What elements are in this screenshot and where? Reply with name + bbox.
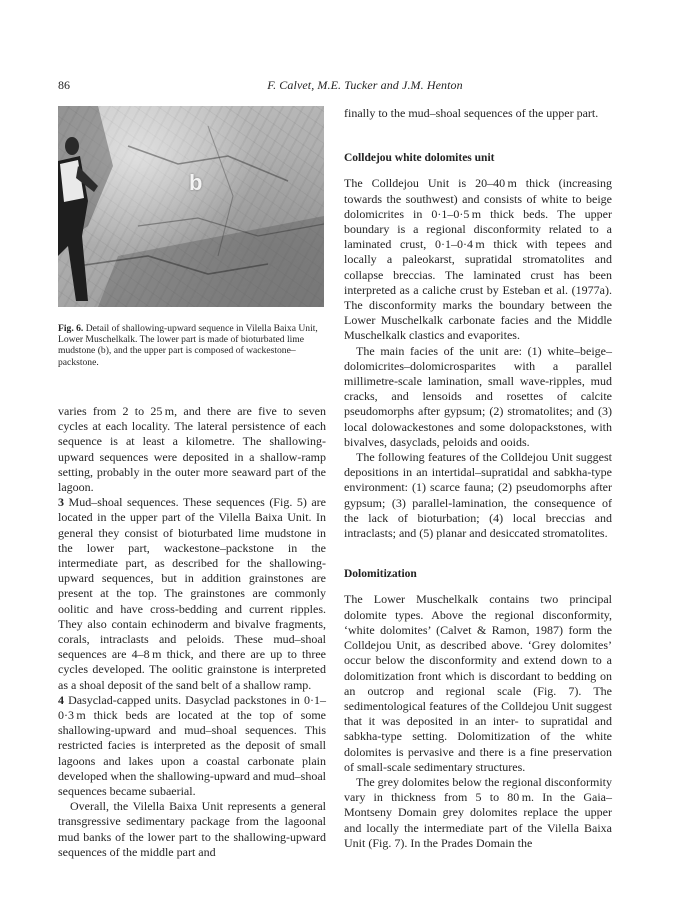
figure-caption-label: Fig. 6. — [58, 323, 84, 334]
bedding-crack — [128, 146, 288, 181]
paragraph: The main facies of the unit are: (1) white–beige–dolomicrites–dolomicrosparites with a parallel millimetre-scale lamination, small wave-ripples, mud cracks, and lensoids and rosettes of calcite pseudomorphs after gypsum; (2) stromatolites; and (3) local dolowackestones and some dolopackstones, with bivalves, dasyclads, peloids and ooids. — [344, 343, 612, 449]
numbered-paragraph — [58, 495, 326, 693]
figure-caption-text: Detail of shallowing-upward sequence in Vilella Baixa Unit, Lower Muschelkalk. The lower part is made of bioturbated lime mudstone (b), and the upper part is composed of wackestone–packstone. — [58, 323, 318, 368]
paragraph: finally to the mud–shoal sequences of the upper part. — [344, 106, 599, 120]
paragraph: varies from 2 to 25 m, and there are five to seven cycles at each locality. The lateral persistence of each sequence is at least a kilometre. The shallowing-upward sequences were deposited in a shallow-ramp setting, probably in the outer more seaward part of the lagoon. — [58, 404, 326, 495]
paragraph: The grey dolomites below the regional disconformity vary in thickness from 5 to 80 m. In the Gaia–Montseny Domain grey dolomites replace the upper and locally the intermediate part of the Vilella Baixa Unit (Fig. 7). In the Prades Domain the — [344, 774, 612, 850]
figure-label: b — [189, 170, 203, 195]
left-column — [58, 404, 326, 860]
section-heading: Colldejou white dolomites unit — [344, 152, 495, 165]
outcrop-photo-illustration — [58, 106, 324, 307]
section-heading: Dolomitization — [344, 568, 417, 581]
paragraph-text: Dasyclad-capped units. Dasyclad packstones in 0·1–0·3 m thick beds are located at the top of some shallowing-upward and mud–shoal sequences. This restricted facies is interpreted as the deposit of small lagoons and lakes upon a coastal carbonate plain developed when the shallowing-upward and mud–shoal sequences became subaerial. — [58, 692, 326, 799]
paragraph: The following features of the Colldejou Unit suggest depositions in an intertidal–supratidal and sabkha-type environment: (1) scarce fauna; (2) pseudomorphs after gypsum; (3) parallel-lamination, the consequence of the lack of bioturbation; (4) local breccias and intraclasts; and (5) planar and desiccated stromatolites. — [344, 450, 612, 541]
paragraph: Overall, the Vilella Baixa Unit represents a general transgressive sedimentary package from the lagoonal mud banks of the lower part to the shallowing-upward sequences of the middle part and — [58, 799, 326, 859]
figure-photo — [58, 106, 324, 307]
numbered-paragraph — [58, 693, 326, 799]
running-head: F. Calvet, M.E. Tucker and J.M. Henton — [267, 78, 463, 92]
page-number: 86 — [58, 78, 70, 92]
paragraph-text: Mud–shoal sequences. These sequences (Fig. 5) are located in the upper part of the Vilella Baixa Unit. In general they consist of bioturbated lime mudstone in the lower part, wackestone–packstone in the intermediate part, as described for the shallowing-upward sequences, but in addition grainstones are present at the top. The grainstones are commonly oolitic and have cross-bedding and current ripples. They also contain echinoderm and bivalve fragments, corals, intraclasts and peloids. These mud–shoal sequences are 4–8 m thick, and there are up to three cycles developed. The oolitic grainstone is interpreted as a shoal deposit of the sand belt of a shallow ramp. — [58, 495, 326, 692]
paragraph: The Lower Muschelkalk contains two principal dolomite types. Above the regional disconformity, ‘white dolomites’ (Calvet & Ramon, 1987) form the Colldejou Unit, as described above. ‘Grey dolomites’ occur below the disconformity and extend down to a dolomitization front which is discordant to bedding on an outcrop and regional scale (Fig. 7). The sedimentological features of the Colldejou Unit suggest that it was deposited in an inter- to supratidal and sabkha-type setting. Dolomitization of the white dolomites is pervasive and there is a fine preservation of small-scale sedimentary structures. — [344, 592, 612, 774]
item-number: 4 — [58, 692, 64, 707]
item-number: 3 — [58, 495, 64, 510]
figure-caption — [58, 323, 326, 368]
right-column — [344, 106, 612, 851]
paragraph: The Colldejou Unit is 20–40 m thick (increasing towards the southwest) and consists of white to beige dolomicrites in 0·1–0·5 m thick beds. The upper boundary is a regional disconformity related to a laminated crust, 0·1–0·4 m thick with tepees and locally a paleokarst, supratidal stromatolites and collapse breccias. The laminated crust has been interpreted as a caliche crust by Esteban et al. (1977a). The disconformity marks the boundary between the Lower Muschelkalk carbonate facies and the Middle Muschelkalk clastics and evaporites. — [344, 176, 612, 343]
person-head — [65, 137, 79, 155]
